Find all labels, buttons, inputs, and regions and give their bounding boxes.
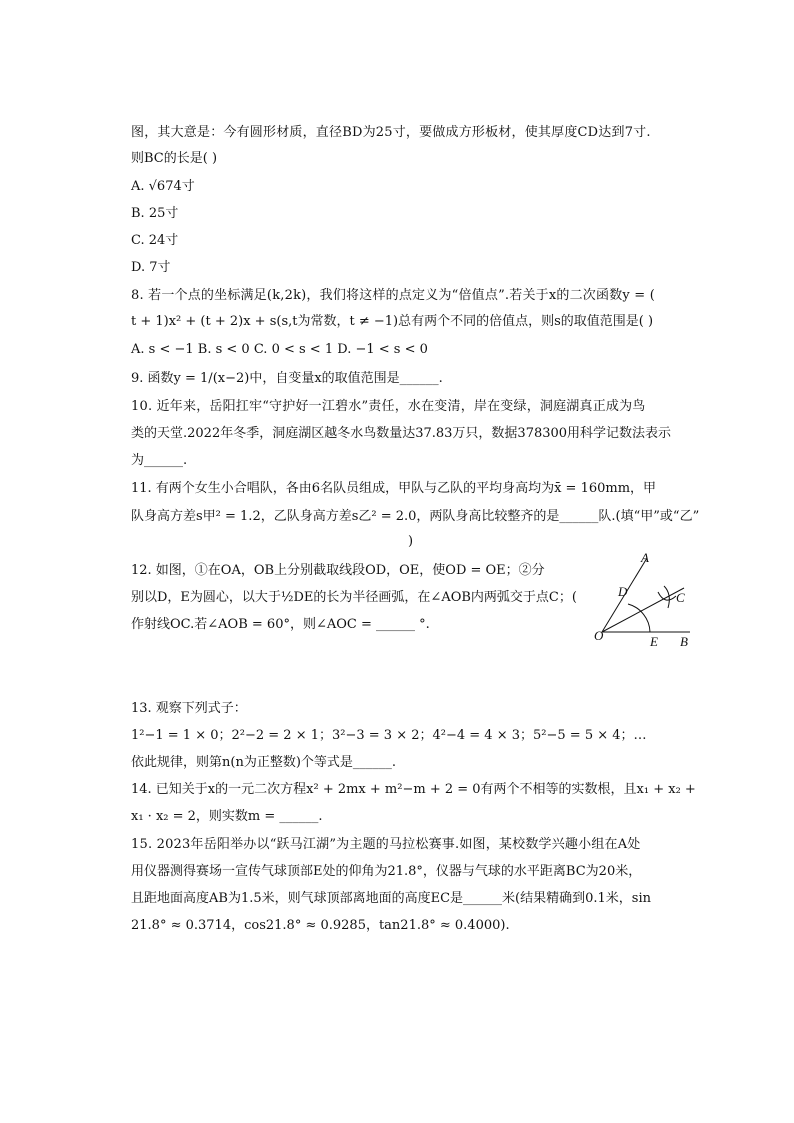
label-b: B: [680, 634, 688, 649]
label-a: A: [641, 550, 649, 565]
q14-stem-line1: 14. 已知关于x的一元二次方程x² + 2mx + m²−m + 2 = 0有两个不相等的实数根，且x₁ + x₂ +: [131, 782, 696, 797]
q8-options: A. s < −1 B. s < 0 C. 0 < s < 1 D. −1 < s < 0: [131, 342, 428, 357]
q10-stem-line3: 为______.: [131, 453, 188, 468]
label-c: C: [676, 590, 685, 605]
q12-stem-line3: 作射线OC.若∠AOB = 60°，则∠AOC = ______ °.: [131, 617, 430, 632]
q11-stem-line1: 11. 有两个女生小合唱队，各由6名队员组成，甲队与乙队的平均身高均为x̄ = 160mm，甲: [131, 481, 657, 496]
q7-stem-line1: 图，其大意是：今有圆形材质，直径BD为25寸，要做成方形板材，使其厚度CD达到7寸.: [131, 125, 651, 140]
q9-stem: 9. 函数y = 1/(x−2)中，自变量x的取值范围是______.: [131, 371, 443, 386]
q15-stem-line2: 用仪器测得赛场一宣传气球顶部E处的仰角为21.8°，仪器与气球的水平距离BC为20米，: [131, 864, 642, 879]
q10-stem-line1: 10. 近年来，岳阳扛牢“守护好一江碧水”责任，水在变清，岸在变绿，洞庭湖真正成为鸟: [131, 399, 646, 414]
q14-stem-line2: x₁ · x₂ = 2，则实数m = ______.: [131, 809, 323, 824]
q7-option-a: A. √674寸: [131, 179, 195, 194]
q13-question: 依此规律，则第n(n为正整数)个等式是______.: [131, 755, 397, 770]
q13-pattern: 1²−1 = 1 × 0；2²−2 = 2 × 1；3²−3 = 3 × 2；4²−4 = 4 × 3；5²−5 = 5 × 4；…: [131, 728, 647, 743]
ray-oc: [602, 588, 684, 632]
q10-stem-line2: 类的天堂.2022年冬季，洞庭湖区越冬水鸟数量达37.83万只，数据378300用科学记数法表示: [131, 426, 672, 441]
label-d: D: [618, 584, 628, 599]
q15-stem-line4: 21.8° ≈ 0.3714，cos21.8° ≈ 0.9285，tan21.8° ≈ 0.4000).: [131, 918, 510, 933]
q7-option-c: C. 24寸: [131, 233, 179, 248]
q11-stem-line2: 队身高方差s甲² = 1.2，乙队身高方差s乙² = 2.0，两队身高比较整齐的是______队.(填“甲”或“乙”: [131, 509, 700, 524]
q11-stem-line3: ): [408, 534, 414, 549]
label-e: E: [650, 634, 658, 649]
q12-stem-line1: 12. 如图，①在OA，OB上分别截取线段OD，OE，使OD = OE；②分: [131, 563, 545, 578]
q8-stem-line1: 8. 若一个点的坐标满足(k,2k)，我们将这样的点定义为“倍值点”.若关于x的二次函数y = (: [131, 288, 655, 303]
q15-stem-line3: 且距地面高度AB为1.5米，则气球顶部离地面的高度EC是______米(结果精确到0.1米，sin: [131, 891, 652, 906]
label-o: O: [594, 628, 604, 643]
q13-stem: 13. 观察下列式子：: [131, 701, 247, 716]
q12-stem-line2: 别以D，E为圆心，以大于½DE的长为半径画弧，在∠AOB内两弧交于点C；(: [131, 590, 577, 605]
q7-option-d: D. 7寸: [131, 260, 171, 275]
q8-stem-line2: t + 1)x² + (t + 2)x + s(s,t为常数，t ≠ −1)总有两个不同的倍值点，则s的取值范围是( ): [131, 314, 654, 329]
q7-option-b: B. 25寸: [131, 206, 179, 221]
angle-bisector-figure: [586, 548, 698, 652]
q7-stem-line2: 则BC的长是( ): [131, 151, 218, 166]
q15-stem-line1: 15. 2023年岳阳举办以“跃马江湖”为主题的马拉松赛事.如图，某校数学兴趣小组在A处: [131, 837, 641, 852]
